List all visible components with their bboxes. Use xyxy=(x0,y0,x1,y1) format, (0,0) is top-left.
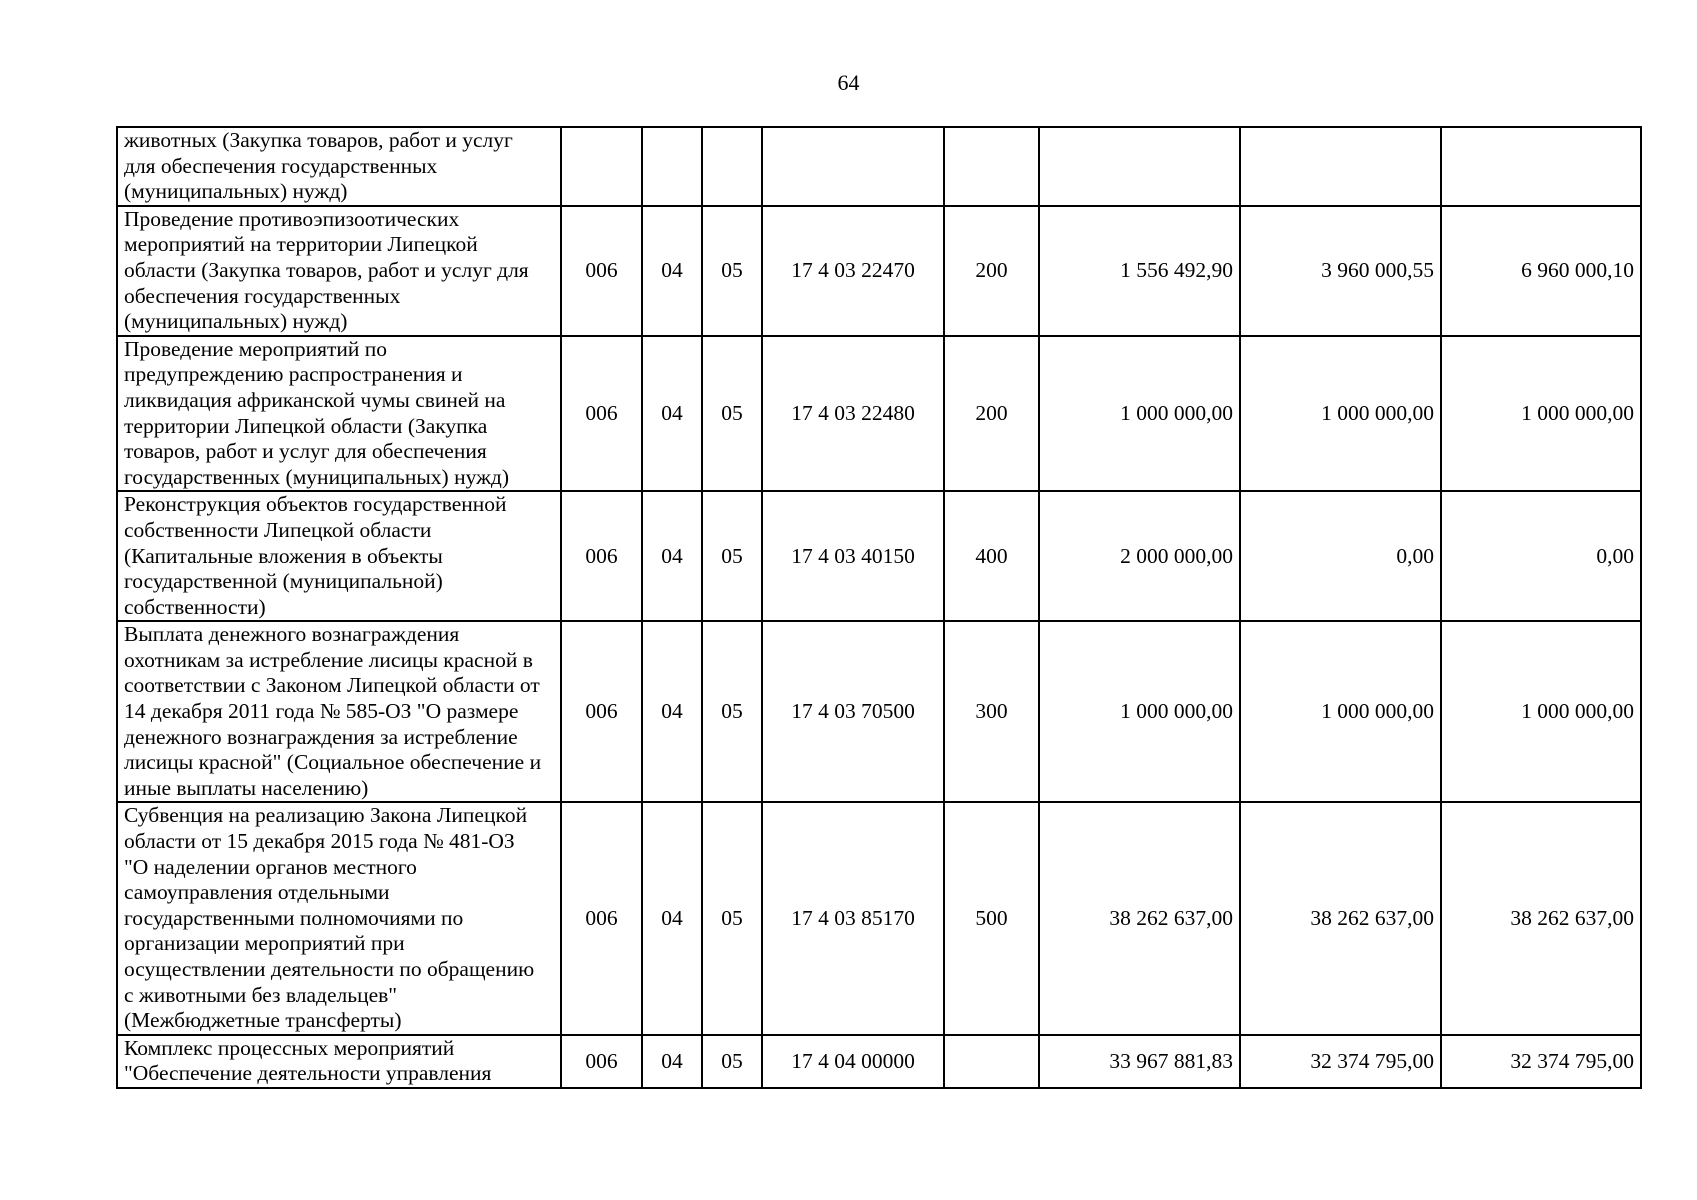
cell-sum-3: 38 262 637,00 xyxy=(1441,802,1641,1034)
table-row xyxy=(117,206,1641,336)
expense-name-line: организации мероприятий при xyxy=(124,931,405,956)
cell-expense-type: 200 xyxy=(944,336,1039,492)
cell-glava: 006 xyxy=(561,206,642,336)
cell-sum-3: 0,00 xyxy=(1441,491,1641,621)
cell-razdel: 04 xyxy=(642,1035,702,1088)
cell-sum-2: 32 374 795,00 xyxy=(1240,1035,1441,1088)
cell-expense-type: 400 xyxy=(944,491,1039,621)
cell-sum-1: 38 262 637,00 xyxy=(1039,802,1240,1034)
expense-name-line: обеспечения государственных xyxy=(124,283,401,308)
expense-name-line: денежного вознаграждения за истребление xyxy=(124,724,518,749)
cell-expense-type: 300 xyxy=(944,621,1039,802)
expense-name-line: Выплата денежного вознаграждения xyxy=(124,622,460,647)
cell-target-article: 17 4 03 22470 xyxy=(762,206,944,336)
cell-expense-name xyxy=(117,491,561,621)
cell-glava: 006 xyxy=(561,621,642,802)
expense-name-line: ликвидация африканской чумы свиней на xyxy=(124,387,506,412)
cell-sum-1: 2 000 000,00 xyxy=(1039,491,1240,621)
cell-razdel: 04 xyxy=(642,621,702,802)
cell-expense-type xyxy=(944,127,1039,206)
cell-sum-1 xyxy=(1039,127,1240,206)
expense-name-line: 14 декабря 2011 года № 585-ОЗ "О размере xyxy=(124,699,519,724)
cell-razdel xyxy=(642,127,702,206)
expense-name-line: Субвенция на реализацию Закона Липецкой xyxy=(124,803,528,828)
cell-glava: 006 xyxy=(561,491,642,621)
cell-expense-name xyxy=(117,206,561,336)
cell-expense-name xyxy=(117,802,561,1034)
cell-expense-name xyxy=(117,336,561,492)
expense-name-line: охотникам за истребление лисицы красной в xyxy=(124,647,533,672)
expense-name-line: соответствии с Законом Липецкой области от xyxy=(124,673,540,698)
expense-name-line: (муниципальных) нужд) xyxy=(124,309,348,334)
expense-name-line: самоуправления отдельными xyxy=(124,880,390,905)
cell-sum-1: 1 000 000,00 xyxy=(1039,621,1240,802)
budget-table xyxy=(116,126,1642,1089)
expense-name-line: мероприятий на территории Липецкой xyxy=(124,232,478,257)
table-row xyxy=(117,621,1641,802)
expense-name-line: области от 15 декабря 2015 года № 481-ОЗ xyxy=(124,829,515,854)
cell-sum-2: 3 960 000,55 xyxy=(1240,206,1441,336)
expense-name-line: "О наделении органов местного xyxy=(124,854,417,879)
cell-sum-2: 38 262 637,00 xyxy=(1240,802,1441,1034)
table-row xyxy=(117,1035,1641,1088)
expense-name-line: иные выплаты населению) xyxy=(124,775,369,800)
expense-name-line: Реконструкция объектов государственной xyxy=(124,492,507,517)
expense-name-line: Проведение противоэпизоотических xyxy=(124,206,460,231)
cell-expense-type: 200 xyxy=(944,206,1039,336)
cell-podrazdel xyxy=(702,127,762,206)
cell-razdel: 04 xyxy=(642,206,702,336)
expense-name-line: предупреждению распространения и xyxy=(124,362,463,387)
cell-podrazdel: 05 xyxy=(702,802,762,1034)
cell-sum-3: 32 374 795,00 xyxy=(1441,1035,1641,1088)
cell-target-article: 17 4 03 85170 xyxy=(762,802,944,1034)
expense-name-line: животных (Закупка товаров, работ и услуг xyxy=(124,128,513,152)
cell-expense-type: 500 xyxy=(944,802,1039,1034)
cell-target-article: 17 4 03 70500 xyxy=(762,621,944,802)
cell-glava: 006 xyxy=(561,1035,642,1088)
cell-sum-1: 33 967 881,83 xyxy=(1039,1035,1240,1088)
expense-name-line: товаров, работ и услуг для обеспечения xyxy=(124,439,487,464)
cell-sum-1: 1 556 492,90 xyxy=(1039,206,1240,336)
expense-name-line: "Обеспечение деятельности управления xyxy=(124,1061,492,1086)
cell-sum-2: 1 000 000,00 xyxy=(1240,336,1441,492)
cell-podrazdel: 05 xyxy=(702,1035,762,1088)
cell-expense-type xyxy=(944,1035,1039,1088)
cell-expense-name xyxy=(117,621,561,802)
page-number: 64 xyxy=(837,70,860,95)
cell-razdel: 04 xyxy=(642,802,702,1034)
cell-razdel: 04 xyxy=(642,336,702,492)
cell-expense-name xyxy=(117,1035,561,1088)
expense-name-line: с животными без владельцев" xyxy=(124,982,398,1007)
cell-podrazdel: 05 xyxy=(702,336,762,492)
expense-name-line: государственных (муниципальных) нужд) xyxy=(124,464,510,489)
cell-glava: 006 xyxy=(561,336,642,492)
expense-name-line: области (Закупка товаров, работ и услуг для xyxy=(124,257,529,282)
cell-sum-2: 0,00 xyxy=(1240,491,1441,621)
expense-name-line: Комплекс процессных мероприятий xyxy=(124,1035,455,1060)
budget-table-body xyxy=(117,127,1641,1088)
cell-sum-3: 1 000 000,00 xyxy=(1441,621,1641,802)
cell-target-article xyxy=(762,127,944,206)
cell-expense-name xyxy=(117,127,561,206)
expense-name-line: государственной (муниципальной) xyxy=(124,569,443,594)
table-row xyxy=(117,127,1641,206)
expense-name-line: территории Липецкой области (Закупка xyxy=(124,413,488,438)
expense-name-line: Проведение мероприятий по xyxy=(124,336,388,361)
expense-name-line: собственности Липецкой области xyxy=(124,517,432,542)
expense-name-line: (Капитальные вложения в объекты xyxy=(124,543,443,568)
cell-podrazdel: 05 xyxy=(702,621,762,802)
cell-sum-1: 1 000 000,00 xyxy=(1039,336,1240,492)
cell-sum-2 xyxy=(1240,127,1441,206)
cell-sum-3 xyxy=(1441,127,1641,206)
table-row xyxy=(117,802,1641,1034)
expense-name-line: для обеспечения государственных xyxy=(124,153,438,178)
cell-sum-2: 1 000 000,00 xyxy=(1240,621,1441,802)
cell-podrazdel: 05 xyxy=(702,206,762,336)
expense-name-line: (муниципальных) нужд) xyxy=(124,179,348,204)
cell-glava xyxy=(561,127,642,206)
cell-target-article: 17 4 03 22480 xyxy=(762,336,944,492)
expense-name-line: собственности) xyxy=(124,594,266,619)
cell-target-article: 17 4 04 00000 xyxy=(762,1035,944,1088)
expense-name-line: (Межбюджетные трансферты) xyxy=(124,1008,402,1033)
table-row xyxy=(117,491,1641,621)
cell-sum-3: 6 960 000,10 xyxy=(1441,206,1641,336)
cell-glava: 006 xyxy=(561,802,642,1034)
table-row xyxy=(117,336,1641,492)
expense-name-line: государственными полномочиями по xyxy=(124,905,464,930)
cell-razdel: 04 xyxy=(642,491,702,621)
cell-podrazdel: 05 xyxy=(702,491,762,621)
cell-sum-3: 1 000 000,00 xyxy=(1441,336,1641,492)
expense-name-line: лисицы красной" (Социальное обеспечение и xyxy=(124,750,542,775)
expense-name-line: осуществлении деятельности по обращению xyxy=(124,957,535,981)
cell-target-article: 17 4 03 40150 xyxy=(762,491,944,621)
